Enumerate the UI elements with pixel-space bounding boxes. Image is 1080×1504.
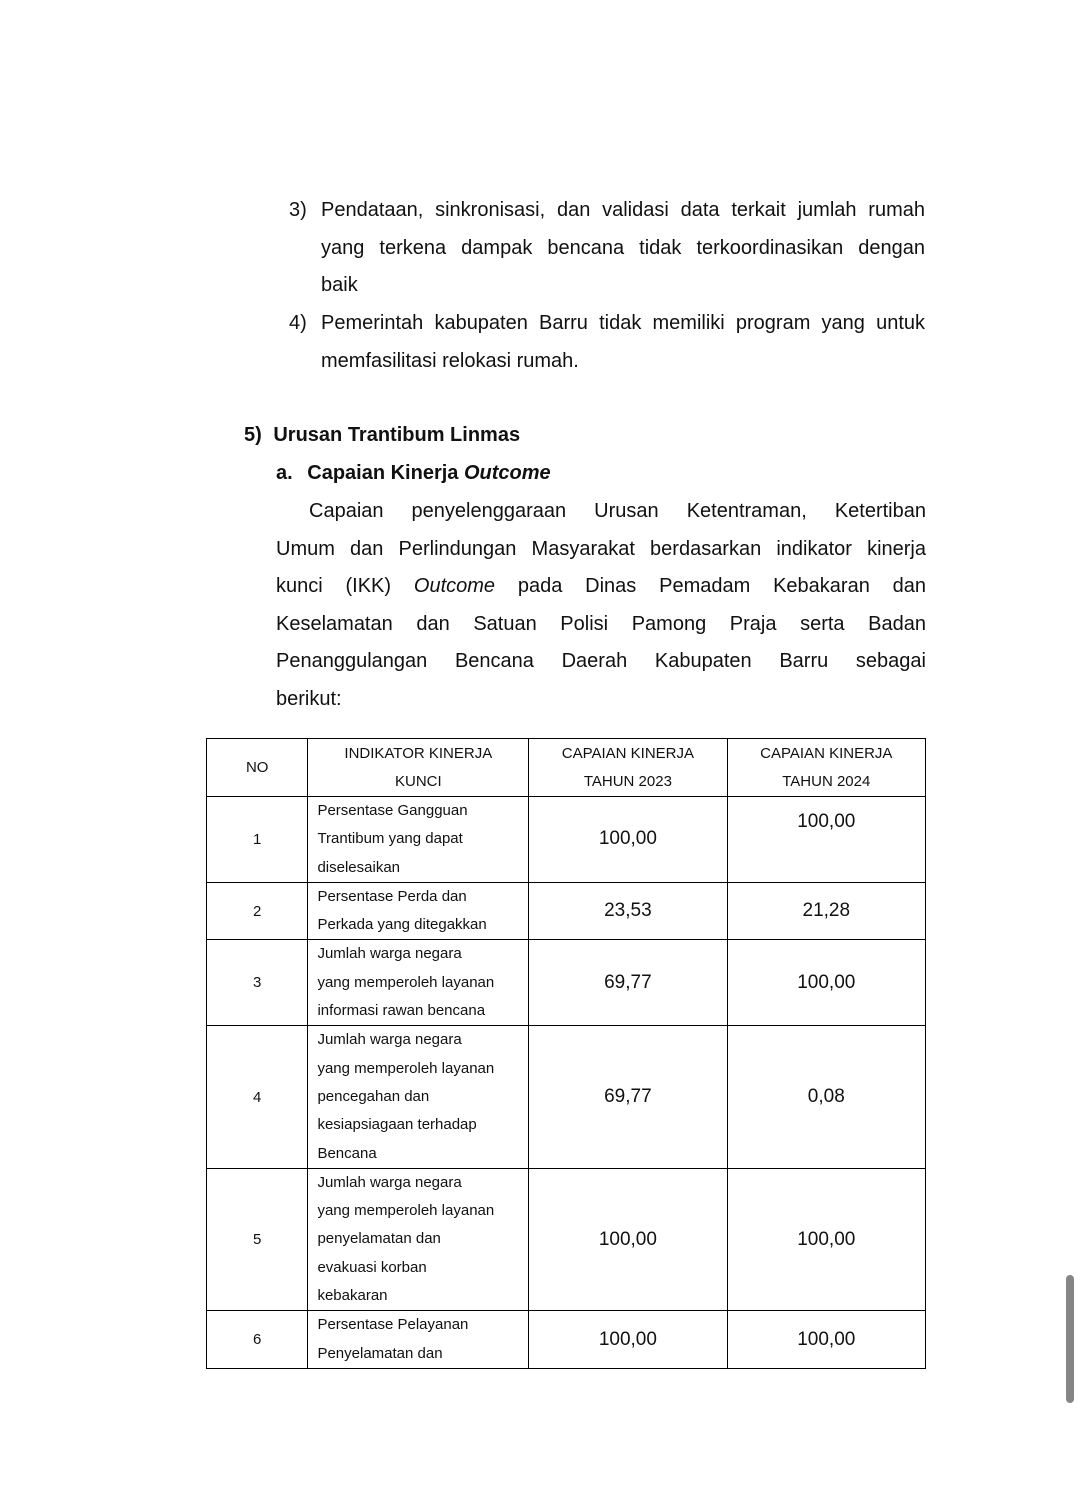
paragraph-line <box>276 568 926 606</box>
paragraph-text: kunci (IKK) <box>276 575 414 597</box>
indicator-line: informasi rawan bencana <box>317 1002 486 1020</box>
indicator-line: yang memperoleh layanan <box>317 1202 495 1220</box>
paragraph-line: Penanggulangan Bencana Daerah Kabupaten Barru sebagai <box>276 650 926 672</box>
list-line: Pemerintah kabupaten Barru tidak memiliki program yang untuk <box>321 312 925 334</box>
indicator-line: kesiapsiagaan terhadap <box>317 1116 477 1134</box>
indicator-line: Persentase Perda dan <box>317 887 467 905</box>
indicator-line: Perkada yang ditegakkan <box>317 916 487 934</box>
header-line: TAHUN 2024 <box>782 772 871 790</box>
cell-indicator <box>308 940 529 1026</box>
cell-2024: 21,28 <box>727 882 925 940</box>
header-line: INDIKATOR KINERJA <box>344 744 493 762</box>
cell-indicator <box>308 882 529 940</box>
list-text <box>321 305 925 380</box>
paragraph-text: Capaian penyelenggaraan Urusan Ketentraman, Ketertiban <box>309 500 926 522</box>
indicator-line: kebakaran <box>317 1287 388 1305</box>
paragraph-line: Keselamatan dan Satuan Polisi Pamong Praja serta Badan <box>276 612 926 635</box>
cell-no: 3 <box>207 940 308 1026</box>
table-row <box>207 797 926 883</box>
subsection-title: Capaian Kinerja <box>307 462 464 484</box>
cell-2023: 100,00 <box>529 797 727 883</box>
cell-indicator <box>308 1026 529 1168</box>
header-line: CAPAIAN KINERJA <box>561 744 695 762</box>
cell-no: 4 <box>207 1026 308 1168</box>
list-line: yang terkena dampak bencana tidak terkoordinasikan dengan <box>321 236 925 259</box>
list-text <box>321 192 925 305</box>
paragraph-line <box>276 493 926 531</box>
indicator-line: diselesaikan <box>317 858 401 876</box>
header-indicator <box>308 739 529 797</box>
header-line: KUNCI <box>394 772 442 790</box>
indicator-line: Jumlah warga negara <box>317 945 462 963</box>
header-no: NO <box>207 739 308 797</box>
indicator-line: penyelamatan dan <box>317 1230 441 1248</box>
list-line: memfasilitasi relokasi rumah. <box>321 349 579 372</box>
header-2023 <box>529 739 727 797</box>
cell-indicator <box>308 797 529 883</box>
table-row <box>207 1311 926 1369</box>
cell-no: 1 <box>207 797 308 883</box>
indicator-line: yang memperoleh layanan <box>317 1059 495 1077</box>
paragraph-line: berikut: <box>276 687 342 710</box>
cell-indicator <box>308 1311 529 1369</box>
header-2024 <box>727 739 925 797</box>
indicator-line: yang memperoleh layanan <box>317 973 495 991</box>
paragraph-italic: Outcome <box>413 575 496 597</box>
list-line: baik <box>321 274 358 296</box>
cell-2024: 100,00 <box>727 797 925 883</box>
cell-no: 6 <box>207 1311 308 1369</box>
indicator-line: pencegahan dan <box>317 1087 430 1105</box>
cell-2023: 23,53 <box>529 882 727 940</box>
indicator-line: Bencana <box>317 1144 377 1162</box>
list-number: 4) <box>289 312 307 334</box>
indicator-line: Persentase Pelayanan <box>317 1316 469 1334</box>
paragraph-text: pada Dinas Pemadam Kebakaran dan <box>495 575 927 597</box>
cell-no: 2 <box>207 882 308 940</box>
indicator-line: Jumlah warga negara <box>317 1173 462 1191</box>
vertical-scrollbar-thumb[interactable] <box>1066 1275 1074 1403</box>
indicator-line: Trantibum yang dapat <box>317 830 463 848</box>
subsection-heading <box>276 455 551 493</box>
cell-2023: 69,77 <box>529 1026 727 1168</box>
cell-2024: 100,00 <box>727 1311 925 1369</box>
list-number: 3) <box>289 199 307 221</box>
section-heading <box>244 417 520 455</box>
header-line: CAPAIAN KINERJA <box>760 744 893 762</box>
kpi-table <box>206 738 926 1369</box>
cell-2024: 0,08 <box>727 1026 925 1168</box>
paragraph-line: Umum dan Perlindungan Masyarakat berdasarkan indikator kinerja <box>276 537 926 560</box>
cell-indicator <box>308 1168 529 1310</box>
subsection-title-italic: Outcome <box>463 462 551 484</box>
section-title: Urusan Trantibum Linmas <box>273 424 521 446</box>
cell-2023: 69,77 <box>529 940 727 1026</box>
indicator-line: Persentase Gangguan <box>317 802 468 819</box>
table-row <box>207 1026 926 1168</box>
intro-paragraph <box>276 493 926 718</box>
indicator-line: Penyelamatan dan <box>317 1344 443 1362</box>
table-row <box>207 940 926 1026</box>
subsection-letter: a. <box>276 462 293 484</box>
cell-2024: 100,00 <box>727 940 925 1026</box>
header-line: TAHUN 2023 <box>583 772 672 790</box>
table-header-row <box>207 739 926 797</box>
section-number: 5) <box>244 424 262 446</box>
indicator-line: Jumlah warga negara <box>317 1031 462 1049</box>
list-line: Pendataan, sinkronisasi, dan validasi data terkait jumlah rumah <box>321 199 925 221</box>
indicator-line: evakuasi korban <box>317 1258 427 1276</box>
cell-2023: 100,00 <box>529 1311 727 1369</box>
cell-2024: 100,00 <box>727 1168 925 1310</box>
cell-2023: 100,00 <box>529 1168 727 1310</box>
cell-no: 5 <box>207 1168 308 1310</box>
table-row <box>207 882 926 940</box>
table-row <box>207 1168 926 1310</box>
